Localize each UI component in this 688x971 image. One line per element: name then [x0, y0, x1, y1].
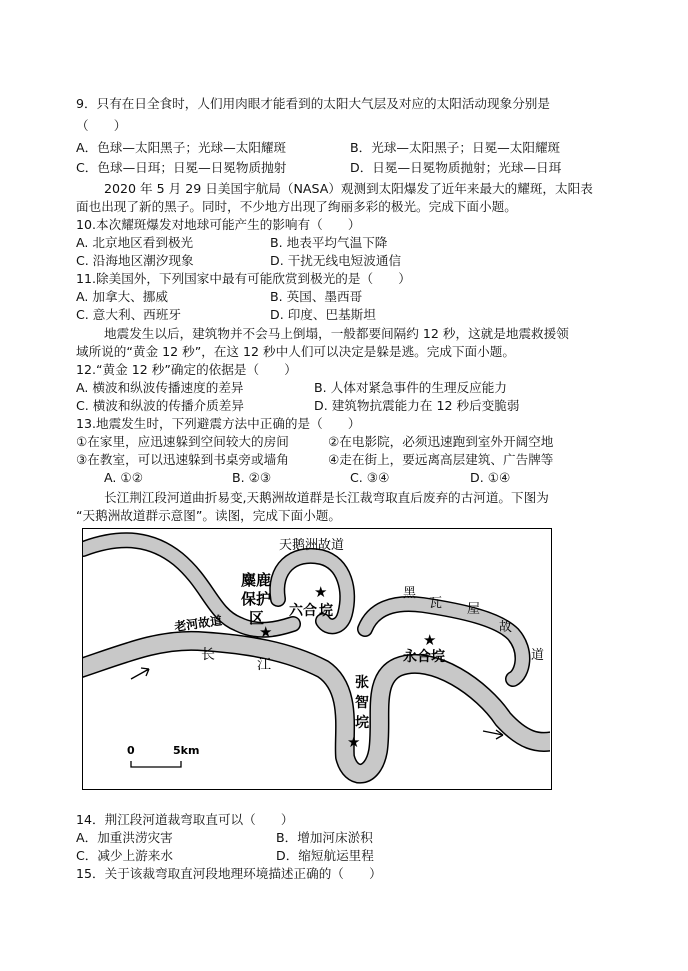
tianezhou-map [82, 528, 552, 790]
q12-option-c: C. 横波和纵波的传播介质差异 [76, 398, 244, 413]
material1-line2: 面也出现了新的黑子。同时，不少地方出现了绚丽多彩的极光。完成下面小题。 [76, 199, 517, 214]
q10-stem: 10.本次耀斑爆发对地球可能产生的影响有（ ） [76, 217, 361, 232]
q9-stem: 9．只有在日全食时，人们用肉眼才能看到的太阳大气层及对应的太阳活动现象分别是 [76, 96, 550, 111]
q13-statement-3: ③在教室，可以迅速躲到书桌旁或墙角 [76, 452, 289, 467]
q12-stem: 12.“黄金 12 秒”确定的依据是（ ） [76, 362, 297, 377]
material3-line1: 长江荆江段河道曲折易变,天鹅洲故道群是长江裁弯取直后废弃的古河道。下图为 [104, 490, 549, 505]
q14-option-a: A．加重洪涝灾害 [76, 830, 173, 845]
q9-option-d: D．日冕—日冕物质抛射；光球—日珥 [350, 160, 562, 175]
scale-dist: 5km [173, 744, 200, 757]
liuhe-label-1: 六合 [289, 603, 317, 619]
q13-statement-1: ①在家里，应迅速躲到空间较大的房间 [76, 434, 289, 449]
q13-statement-4: ④走在街上，要远离高层建筑、广告牌等 [328, 452, 554, 467]
wu-label: 屋 [467, 602, 481, 617]
q9-option-b: B．光球—太阳黑子；日冕—太阳耀斑 [350, 140, 561, 155]
q13-statement-2: ②在电影院，必须迅速跑到室外开阔空地 [328, 434, 554, 449]
material1-line1: 2020 年 5 月 29 日美国宇航局（NASA）观测到太阳爆发了近年来最大的耀斑，太阳表 [104, 181, 593, 196]
q14-option-b: B．增加河床淤积 [276, 830, 373, 845]
material3-line2: “天鹅洲故道群示意图”。读图，完成下面小题。 [76, 508, 341, 523]
q14-stem: 14．荆江段河道裁弯取直可以（ ） [76, 812, 294, 827]
material2-line2: 域所说的“黄金 12 秒”，在这 12 秒中人们可以决定是躲是逃。完成下面小题。 [76, 344, 515, 359]
q9-option-a: A．色球—太阳黑子；光球—太阳耀斑 [76, 140, 287, 155]
zhi-label: 智 [355, 695, 369, 711]
q13-stem: 13.地震发生时，下列避震方法中正确的是（ ） [76, 416, 361, 431]
zhang-label: 张 [355, 675, 369, 691]
chang-label: 长 [201, 647, 215, 663]
flow-arrow-left [131, 668, 149, 679]
map-title-label: 天鹅洲故道 [279, 538, 345, 553]
material2-line1: 地震发生以后，建筑物并不会马上倒塌，一般都要间隔约 12 秒，这就是地震救援领 [104, 326, 569, 341]
milu-label-3: 区 [249, 609, 265, 627]
wa-label: 瓦 [429, 596, 443, 611]
star-milu: ★ [259, 623, 273, 641]
q10-option-c: C. 沿海地区潮汐现象 [76, 253, 194, 268]
jiang-label: 江 [257, 657, 271, 673]
flow-arrow-right [483, 730, 503, 739]
q12-option-b: B. 人体对紧急事件的生理反应能力 [314, 380, 507, 395]
q11-option-d: D. 印度、巴基斯坦 [270, 307, 376, 322]
q13-option-c: C. ③④ [350, 470, 390, 485]
q10-option-b: B. 地表平均气温下降 [270, 235, 388, 250]
liuhe-label-2: 垸 [319, 603, 333, 619]
q13-option-b: B. ②③ [232, 470, 272, 485]
q9-option-c: C．色球—日珥；日冕—日冕物质抛射 [76, 160, 287, 175]
q11-option-c: C. 意大利、西班牙 [76, 307, 181, 322]
q14-option-d: D．缩短航运里程 [276, 848, 374, 863]
q11-option-b: B. 英国、墨西哥 [270, 289, 363, 304]
star-liuheyuan: ★ [314, 583, 328, 601]
q13-option-d: D. ①④ [470, 470, 511, 485]
laohe-label: 老河故道 [173, 613, 223, 634]
yuan-label: 垸 [355, 715, 369, 731]
star-yonghe: ★ [423, 631, 437, 649]
dao-label: 道 [531, 648, 545, 663]
q12-option-a: A. 横波和纵波传播速度的差异 [76, 380, 244, 395]
map-drawing [83, 529, 550, 788]
yonghe-label: 永合垸 [403, 649, 445, 665]
q10-option-a: A. 北京地区看到极光 [76, 235, 194, 250]
q12-option-d: D. 建筑物抗震能力在 12 秒后变脆弱 [314, 398, 520, 413]
q15-stem: 15．关于该裁弯取直河段地理环境描述正确的（ ） [76, 866, 382, 881]
milu-label-1: 麋鹿 [241, 571, 272, 589]
q9-blank: （ ） [76, 118, 127, 133]
star-zhangzhi: ★ [347, 733, 361, 751]
milu-label-2: 保护 [241, 590, 272, 608]
q11-option-a: A. 加拿大、挪威 [76, 289, 168, 304]
q14-option-c: C．减少上游来水 [76, 848, 173, 863]
scale-zero: 0 [127, 744, 135, 757]
q11-stem: 11.除美国外，下列国家中最有可能欣赏到极光的是（ ） [76, 271, 411, 286]
scale-bar [131, 761, 181, 767]
hei-label: 黑 [403, 586, 417, 601]
q13-option-a: A. ①② [104, 470, 143, 485]
gu-label: 故 [499, 620, 513, 635]
q10-option-d: D. 干扰无线电短波通信 [270, 253, 402, 268]
